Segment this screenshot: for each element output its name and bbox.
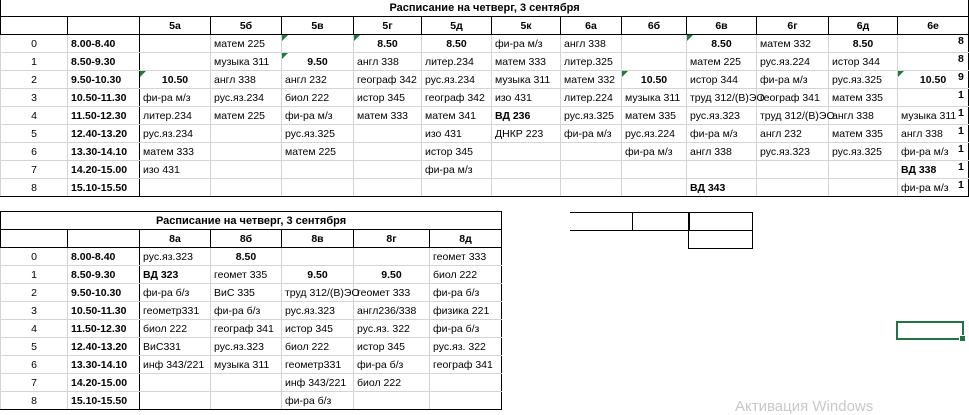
- schedule-cell[interactable]: рус.яз.234: [140, 125, 211, 143]
- table-row: [1, 125, 969, 143]
- schedule-cell[interactable]: рус.яз.323: [687, 107, 757, 125]
- class-header[interactable]: 8д: [430, 230, 502, 248]
- schedule-cell[interactable]: инф 343/221: [140, 356, 211, 374]
- schedule-cell[interactable]: [492, 179, 561, 197]
- lesson-time[interactable]: 8.50-9.30: [68, 266, 140, 284]
- class-header[interactable]: 8в: [282, 230, 354, 248]
- table-row: [1, 35, 969, 53]
- lesson-number[interactable]: 5: [1, 338, 68, 356]
- lesson-time[interactable]: 11.50-12.30: [68, 107, 140, 125]
- class-header[interactable]: 8г: [354, 230, 430, 248]
- schedule-cell[interactable]: фи-ра м/з: [422, 161, 492, 179]
- schedule-cell[interactable]: рус.яз. 322: [354, 320, 430, 338]
- table-row: [1, 71, 969, 89]
- schedule-cell[interactable]: матем 225: [282, 143, 354, 161]
- lesson-time[interactable]: 15.10-15.50: [68, 392, 140, 410]
- schedule-cell[interactable]: [282, 248, 354, 266]
- schedule-cell[interactable]: музыка 311: [622, 89, 687, 107]
- schedule-cell[interactable]: фи-ра м/з: [140, 89, 211, 107]
- class-header[interactable]: 5б: [211, 17, 282, 35]
- schedule-title: Расписание на четверг, 3 сентября: [1, 212, 502, 230]
- table-row: [1, 53, 969, 71]
- schedule-cell[interactable]: биол 222: [282, 89, 354, 107]
- schedule-table-bottom: [0, 211, 502, 410]
- lesson-number[interactable]: 2: [1, 71, 68, 89]
- schedule-cell[interactable]: [140, 392, 211, 410]
- schedule-cell[interactable]: [561, 179, 622, 197]
- schedule-cell[interactable]: ВД 236: [492, 107, 561, 125]
- lesson-number[interactable]: 8: [1, 392, 68, 410]
- schedule-cell[interactable]: биол 222: [282, 338, 354, 356]
- schedule-cell[interactable]: литер.325: [561, 53, 622, 71]
- schedule-cell[interactable]: англ 338: [354, 53, 422, 71]
- right-edge-column: [958, 32, 967, 194]
- schedule-cell[interactable]: [140, 53, 211, 71]
- schedule-cell[interactable]: [622, 35, 687, 53]
- schedule-cell[interactable]: изо 431: [492, 89, 561, 107]
- lesson-number[interactable]: 4: [1, 320, 68, 338]
- schedule-cell[interactable]: [211, 392, 282, 410]
- schedule-cell[interactable]: 8.50: [354, 35, 422, 53]
- lesson-number[interactable]: 8: [1, 179, 68, 197]
- schedule-cell[interactable]: рус.яз.323: [211, 338, 282, 356]
- lesson-number[interactable]: 5: [1, 125, 68, 143]
- lesson-time[interactable]: 11.50-12.30: [68, 320, 140, 338]
- schedule-cell[interactable]: рус.яз.224: [757, 53, 829, 71]
- schedule-cell[interactable]: [622, 53, 687, 71]
- schedule-cell[interactable]: рус.яз.323: [140, 248, 211, 266]
- schedule-cell[interactable]: англ 338: [829, 107, 898, 125]
- schedule-table-top: [0, 0, 969, 197]
- selected-cell[interactable]: [896, 321, 964, 340]
- lesson-number[interactable]: 4: [1, 107, 68, 125]
- header-blank: [68, 230, 140, 248]
- schedule-cell[interactable]: физика 221: [430, 302, 502, 320]
- cutoff-cell: 1: [958, 125, 964, 137]
- schedule-cell[interactable]: фи-ра б/з: [430, 284, 502, 302]
- schedule-cell[interactable]: [492, 143, 561, 161]
- schedule-cell[interactable]: матем 225: [211, 35, 282, 53]
- class-header[interactable]: 5в: [282, 17, 354, 35]
- schedule-cell[interactable]: ВД 338: [898, 161, 969, 179]
- schedule-cell[interactable]: ДНКР 223: [492, 125, 561, 143]
- table-row: [1, 89, 969, 107]
- schedule-cell[interactable]: фи-ра м/з: [757, 71, 829, 89]
- schedule-cell[interactable]: изо 431: [422, 125, 492, 143]
- schedule-cell[interactable]: 8.50: [211, 248, 282, 266]
- class-header[interactable]: 6в: [687, 17, 757, 35]
- empty-cell-box: [688, 230, 753, 249]
- schedule-cell[interactable]: истор 344: [829, 53, 898, 71]
- header-row: [1, 230, 502, 248]
- schedule-cell[interactable]: музыка 311: [898, 107, 969, 125]
- title-row: [1, 212, 502, 230]
- schedule-cell[interactable]: рус.яз.234: [422, 71, 492, 89]
- schedule-cell[interactable]: истор 344: [687, 71, 757, 89]
- schedule-cell[interactable]: [687, 161, 757, 179]
- header-blank: [68, 17, 140, 35]
- schedule-cell[interactable]: англ 232: [757, 125, 829, 143]
- schedule-cell[interactable]: 9.50: [354, 266, 430, 284]
- schedule-cell[interactable]: англ 338: [211, 71, 282, 89]
- lesson-number[interactable]: 3: [1, 302, 68, 320]
- table-row: [1, 374, 502, 392]
- schedule-cell[interactable]: матем 333: [140, 143, 211, 161]
- lesson-time[interactable]: 8.00-8.40: [68, 248, 140, 266]
- schedule-cell[interactable]: [211, 143, 282, 161]
- schedule-cell[interactable]: фи-ра м/з: [561, 125, 622, 143]
- lesson-number[interactable]: 6: [1, 356, 68, 374]
- schedule-cell[interactable]: фи-ра м/з: [492, 35, 561, 53]
- schedule-cell[interactable]: труд 312/(В)ЭО: [282, 284, 354, 302]
- schedule-cell[interactable]: [140, 35, 211, 53]
- schedule-cell[interactable]: англ 232: [282, 71, 354, 89]
- schedule-cell[interactable]: [354, 143, 422, 161]
- schedule-cell[interactable]: [561, 143, 622, 161]
- lesson-number[interactable]: 0: [1, 248, 68, 266]
- lesson-number[interactable]: 1: [1, 266, 68, 284]
- schedule-cell[interactable]: матем 225: [211, 107, 282, 125]
- lesson-time[interactable]: 14.20-15.00: [68, 161, 140, 179]
- lesson-time[interactable]: 13.30-14.10: [68, 356, 140, 374]
- schedule-cell[interactable]: музыка 311: [211, 356, 282, 374]
- schedule-cell[interactable]: литер.234: [422, 53, 492, 71]
- schedule-cell[interactable]: географ 341: [211, 320, 282, 338]
- cutoff-cell: 9: [958, 71, 964, 83]
- class-header[interactable]: 8б: [211, 230, 282, 248]
- lesson-time[interactable]: 8.00-8.40: [68, 35, 140, 53]
- empty-cell-box: [632, 212, 690, 231]
- schedule-cell[interactable]: матем 225: [687, 53, 757, 71]
- table-row: [1, 266, 502, 284]
- schedule-cell[interactable]: [829, 161, 898, 179]
- class-header[interactable]: 6б: [622, 17, 687, 35]
- cutoff-cell: 1: [958, 89, 964, 101]
- schedule-cell[interactable]: [757, 161, 829, 179]
- schedule-cell[interactable]: ВиС331: [140, 338, 211, 356]
- schedule-cell[interactable]: [757, 179, 829, 197]
- schedule-cell[interactable]: матем 341: [422, 107, 492, 125]
- schedule-cell[interactable]: [354, 161, 422, 179]
- class-header[interactable]: 6д: [829, 17, 898, 35]
- schedule-cell[interactable]: [140, 179, 211, 197]
- schedule-cell[interactable]: матем 335: [829, 89, 898, 107]
- schedule-cell[interactable]: фи-ра м/з: [687, 125, 757, 143]
- table-row: [1, 179, 969, 197]
- schedule-cell[interactable]: англ 338: [687, 143, 757, 161]
- lesson-number[interactable]: 2: [1, 284, 68, 302]
- cutoff-cell: 8: [958, 35, 964, 47]
- schedule-cell[interactable]: литер.234: [140, 107, 211, 125]
- schedule-cell[interactable]: [140, 374, 211, 392]
- schedule-cell[interactable]: 10.50: [622, 71, 687, 89]
- schedule-cell[interactable]: биол 222: [430, 266, 502, 284]
- schedule-cell[interactable]: [211, 161, 282, 179]
- class-header[interactable]: 6а: [561, 17, 622, 35]
- schedule-cell[interactable]: геомет 333: [354, 284, 430, 302]
- table-row: [1, 392, 502, 410]
- cutoff-cell: 1: [958, 143, 964, 155]
- schedule-cell[interactable]: [430, 392, 502, 410]
- schedule-cell[interactable]: географ 342: [354, 71, 422, 89]
- schedule-cell[interactable]: истор 345: [422, 143, 492, 161]
- schedule-cell[interactable]: [829, 179, 898, 197]
- schedule-cell[interactable]: [211, 374, 282, 392]
- schedule-cell[interactable]: [282, 35, 354, 53]
- schedule-cell[interactable]: [422, 179, 492, 197]
- class-header[interactable]: 8а: [140, 230, 211, 248]
- schedule-cell[interactable]: ВД 323: [140, 266, 211, 284]
- schedule-cell[interactable]: матем 335: [622, 107, 687, 125]
- schedule-cell[interactable]: ВД 343: [687, 179, 757, 197]
- lesson-time[interactable]: 8.50-9.30: [68, 53, 140, 71]
- schedule-cell[interactable]: геомет 333: [430, 248, 502, 266]
- table-row: [1, 320, 502, 338]
- schedule-cell[interactable]: рус.яз.325: [282, 125, 354, 143]
- lesson-number[interactable]: 7: [1, 161, 68, 179]
- activation-watermark: Активация Windows: [735, 398, 874, 415]
- schedule-cell[interactable]: [282, 179, 354, 197]
- schedule-cell[interactable]: 9.50: [282, 266, 354, 284]
- class-header[interactable]: 6е: [898, 17, 969, 35]
- schedule-cell[interactable]: геометр331: [140, 302, 211, 320]
- schedule-cell[interactable]: фи-ра м/з: [622, 143, 687, 161]
- schedule-cell[interactable]: фи-ра м/з: [282, 107, 354, 125]
- schedule-cell[interactable]: музыка 311: [492, 71, 561, 89]
- schedule-cell[interactable]: географ 342: [422, 89, 492, 107]
- table-row: [1, 143, 969, 161]
- schedule-cell[interactable]: литер.224: [561, 89, 622, 107]
- schedule-title: Расписание на четверг, 3 сентября: [1, 0, 969, 17]
- schedule-cell[interactable]: [561, 161, 622, 179]
- lesson-time[interactable]: 12.40-13.20: [68, 125, 140, 143]
- schedule-cell[interactable]: фи-ра м/з: [898, 143, 969, 161]
- schedule-cell[interactable]: рус.яз.325: [561, 107, 622, 125]
- title-row: [1, 0, 969, 17]
- schedule-cell[interactable]: рус.яз. 322: [430, 338, 502, 356]
- schedule-cell[interactable]: [211, 125, 282, 143]
- header-row: [1, 17, 969, 35]
- schedule-cell[interactable]: 10.50: [898, 71, 969, 89]
- schedule-cell[interactable]: рус.яз.325: [829, 71, 898, 89]
- lesson-time[interactable]: 10.50-11.30: [68, 302, 140, 320]
- empty-cell-box: [570, 212, 633, 231]
- schedule-cell[interactable]: фи-ра б/з: [354, 356, 430, 374]
- schedule-cell[interactable]: [622, 179, 687, 197]
- schedule-cell[interactable]: рус.яз.224: [622, 125, 687, 143]
- schedule-cell[interactable]: англ 338: [898, 125, 969, 143]
- schedule-cell[interactable]: [282, 161, 354, 179]
- schedule-cell[interactable]: англ 338: [561, 35, 622, 53]
- lesson-time[interactable]: 15.10-15.50: [68, 179, 140, 197]
- schedule-cell[interactable]: биол 222: [354, 374, 430, 392]
- lesson-number[interactable]: 6: [1, 143, 68, 161]
- table-row: [1, 338, 502, 356]
- schedule-cell[interactable]: матем 335: [829, 125, 898, 143]
- schedule-cell[interactable]: инф 343/221: [282, 374, 354, 392]
- schedule-cell[interactable]: истор 345: [282, 320, 354, 338]
- schedule-cell[interactable]: [354, 125, 422, 143]
- header-blank: [1, 17, 68, 35]
- schedule-cell[interactable]: матем 332: [757, 35, 829, 53]
- schedule-cell[interactable]: 10.50: [140, 71, 211, 89]
- lesson-number[interactable]: 7: [1, 374, 68, 392]
- lesson-number[interactable]: 1: [1, 53, 68, 71]
- class-header[interactable]: 5г: [354, 17, 422, 35]
- schedule-cell[interactable]: биол 222: [140, 320, 211, 338]
- table-row: [1, 302, 502, 320]
- class-header[interactable]: 6г: [757, 17, 829, 35]
- schedule-cell[interactable]: [354, 248, 430, 266]
- schedule-cell[interactable]: фи-ра б/з: [211, 302, 282, 320]
- schedule-cell[interactable]: труд 312/(В)ЭО: [687, 89, 757, 107]
- schedule-cell[interactable]: матем 333: [492, 53, 561, 71]
- schedule-cell[interactable]: изо 431: [140, 161, 211, 179]
- schedule-cell[interactable]: рус.яз.323: [282, 302, 354, 320]
- schedule-cell[interactable]: [492, 161, 561, 179]
- table-row: [1, 248, 502, 266]
- schedule-cell[interactable]: геомет 335: [211, 266, 282, 284]
- schedule-cell[interactable]: 8.50: [422, 35, 492, 53]
- schedule-cell[interactable]: матем 333: [354, 107, 422, 125]
- schedule-cell[interactable]: ВиС 335: [211, 284, 282, 302]
- schedule-cell[interactable]: [211, 179, 282, 197]
- lesson-time[interactable]: 9.50-10.30: [68, 284, 140, 302]
- schedule-cell[interactable]: [430, 374, 502, 392]
- cutoff-cell: 8: [958, 53, 964, 65]
- schedule-cell[interactable]: фи-ра б/з: [430, 320, 502, 338]
- lesson-time[interactable]: 12.40-13.20: [68, 338, 140, 356]
- table-row: [1, 107, 969, 125]
- table-row: [1, 161, 969, 179]
- lesson-number[interactable]: 0: [1, 35, 68, 53]
- schedule-cell[interactable]: музыка 311: [211, 53, 282, 71]
- lesson-time[interactable]: 14.20-15.00: [68, 374, 140, 392]
- schedule-cell[interactable]: [354, 179, 422, 197]
- table-row: [1, 284, 502, 302]
- header-blank: [1, 230, 68, 248]
- schedule-cell[interactable]: фи-ра б/з: [282, 392, 354, 410]
- cutoff-cell: 1: [958, 161, 964, 173]
- schedule-cell[interactable]: рус.яз.234: [211, 89, 282, 107]
- schedule-cell[interactable]: географ 341: [757, 89, 829, 107]
- schedule-cell[interactable]: рус.яз.325: [829, 143, 898, 161]
- lesson-time[interactable]: 10.50-11.30: [68, 89, 140, 107]
- schedule-cell[interactable]: 8.50: [687, 35, 757, 53]
- schedule-cell[interactable]: [354, 392, 430, 410]
- schedule-cell[interactable]: труд 312/(В)ЭО: [757, 107, 829, 125]
- class-header[interactable]: 5а: [140, 17, 211, 35]
- cutoff-cell: 1: [958, 179, 964, 191]
- cutoff-cell: 1: [958, 107, 964, 119]
- schedule-cell[interactable]: географ 341: [430, 356, 502, 374]
- schedule-cell[interactable]: геометр331: [282, 356, 354, 374]
- empty-cell-box: [688, 212, 753, 231]
- class-header[interactable]: 5к: [492, 17, 561, 35]
- schedule-cell[interactable]: истор 345: [354, 89, 422, 107]
- class-header[interactable]: 5д: [422, 17, 492, 35]
- lesson-time[interactable]: 9.50-10.30: [68, 71, 140, 89]
- schedule-cell[interactable]: англ236/338: [354, 302, 430, 320]
- schedule-cell[interactable]: 8.50: [829, 35, 898, 53]
- schedule-cell[interactable]: истор 345: [354, 338, 430, 356]
- schedule-cell[interactable]: 9.50: [282, 53, 354, 71]
- schedule-cell[interactable]: рус.яз.323: [757, 143, 829, 161]
- schedule-cell[interactable]: [622, 161, 687, 179]
- lesson-number[interactable]: 3: [1, 89, 68, 107]
- schedule-cell[interactable]: фи-ра м/з: [898, 179, 969, 197]
- lesson-time[interactable]: 13.30-14.10: [68, 143, 140, 161]
- schedule-cell[interactable]: фи-ра б/з: [140, 284, 211, 302]
- schedule-cell[interactable]: матем 332: [561, 71, 622, 89]
- table-row: [1, 356, 502, 374]
